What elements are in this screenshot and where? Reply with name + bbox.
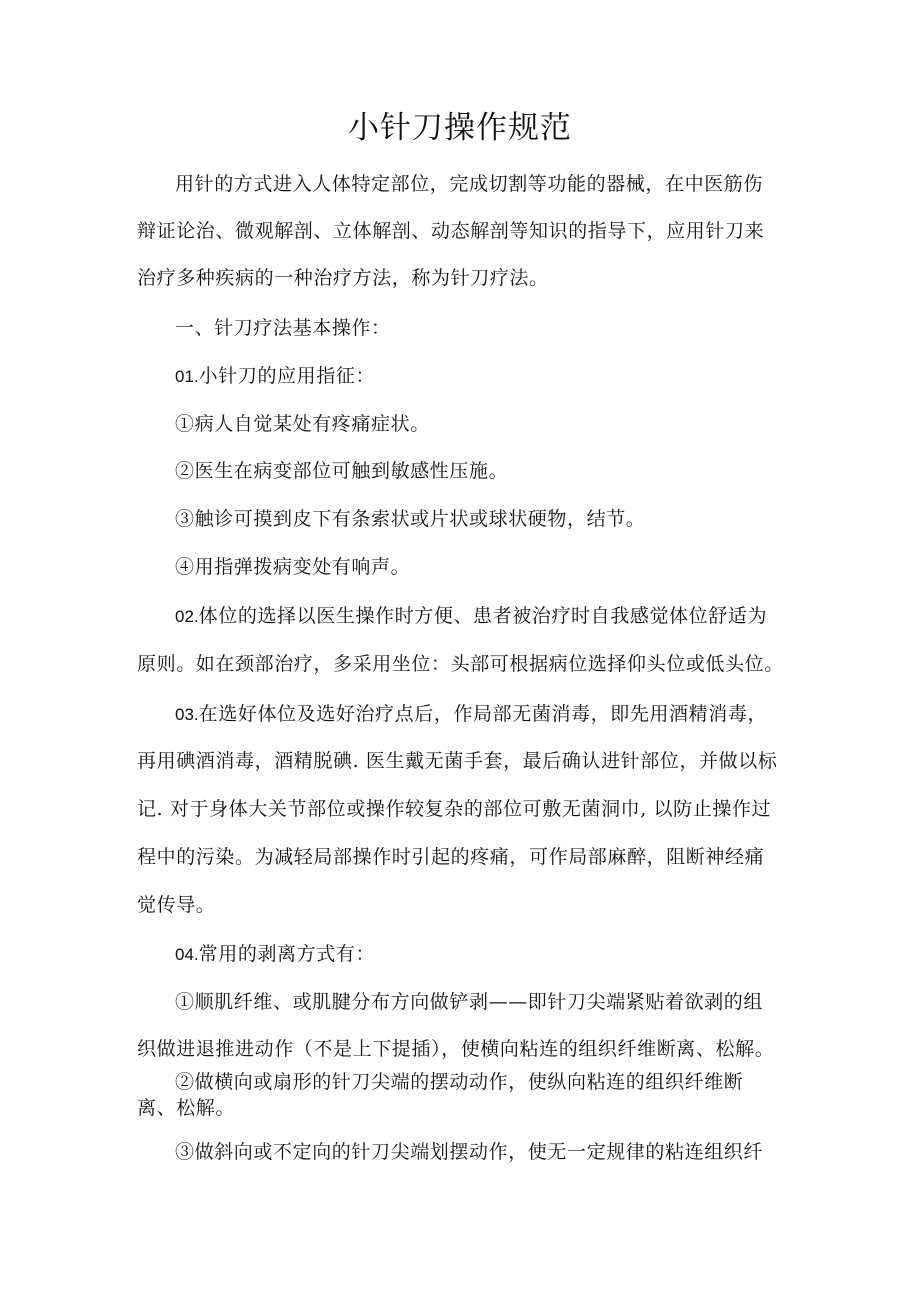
item-04-heading — [175, 940, 375, 969]
method-2-line-2: 离、松解。 — [137, 1097, 236, 1119]
document-title: 小针刀操作规范 — [348, 110, 572, 146]
item-01-heading — [175, 362, 375, 391]
item-02-text-1: 体位的选择以医生操作时方便、患者被治疗时自我感觉体位舒适为 — [198, 605, 768, 627]
item-04-number: 04. — [175, 945, 199, 964]
indication-3: ③触诊可摸到皮下有条索状或片状或球状硬物，结节。 — [175, 508, 646, 530]
method-1-line-2: 织做进退推进动作（不是上下提插），使横向粘连的组织纤维断离、松解。 — [137, 1038, 775, 1060]
item-02-number: 02. — [175, 607, 199, 626]
method-3-line-1: ③做斜向或不定向的针刀尖端划摆动作，使无一定规律的粘连组织纤 — [175, 1141, 764, 1163]
method-2-line-1: ②做横向或扇形的针刀尖端的摆动动作，使纵向粘连的组织纤维断 — [175, 1071, 744, 1093]
item-02-line-2: 原则。如在颈部治疗，多采用坐位：头部可根据病位选择仰头位或低头位。 — [137, 653, 784, 675]
intro-line-2: 辩证论治、微观解剖、立体解剖、动态解剖等知识的指导下，应用针刀来 — [137, 220, 765, 242]
section-heading: 一、针刀疗法基本操作： — [175, 317, 391, 339]
item-03-line-3: 记. 对于身体大关节部位或操作较复杂的部位可敷无菌洞巾, 以防止操作过 — [137, 798, 772, 820]
method-1-line-1: ①顺肌纤维、或肌腱分布方向做铲剥——即针刀尖端紧贴着欲剥的组 — [175, 991, 764, 1013]
item-01-number: 01. — [175, 367, 199, 386]
indication-1: ①病人自觉某处有疼痛症状。 — [175, 413, 430, 435]
item-01-text: 小针刀的应用指征： — [198, 365, 376, 387]
item-03-text-1: 在选好体位及选好治疗点后，作局部无菌消毒，即先用酒精消毒， — [198, 703, 768, 725]
item-03-line-2: 再用碘酒消毒，酒精脱碘. 医生戴无菌手套，最后确认进针部位，并做以标 — [137, 750, 778, 772]
item-03-line-4: 程中的污染。为减轻局部操作时引起的疼痛，可作局部麻醉，阻断神经痛 — [137, 846, 765, 868]
item-02-line-1 — [175, 602, 767, 631]
item-04-text: 常用的剥离方式有： — [198, 943, 376, 965]
indication-4: ④用指弹拨病变处有响声。 — [175, 556, 411, 578]
item-03-number: 03. — [175, 705, 199, 724]
intro-line-1: 用针的方式进入人体特定部位，完成切割等功能的器械，在中医筋伤 — [175, 173, 764, 195]
intro-line-3: 治疗多种疾病的一种治疗方法，称为针刀疗法。 — [137, 267, 549, 289]
item-03-line-5: 觉传导。 — [137, 894, 216, 916]
item-03-line-1 — [175, 700, 767, 729]
indication-2: ②医生在病变部位可触到敏感性压施。 — [175, 460, 509, 482]
